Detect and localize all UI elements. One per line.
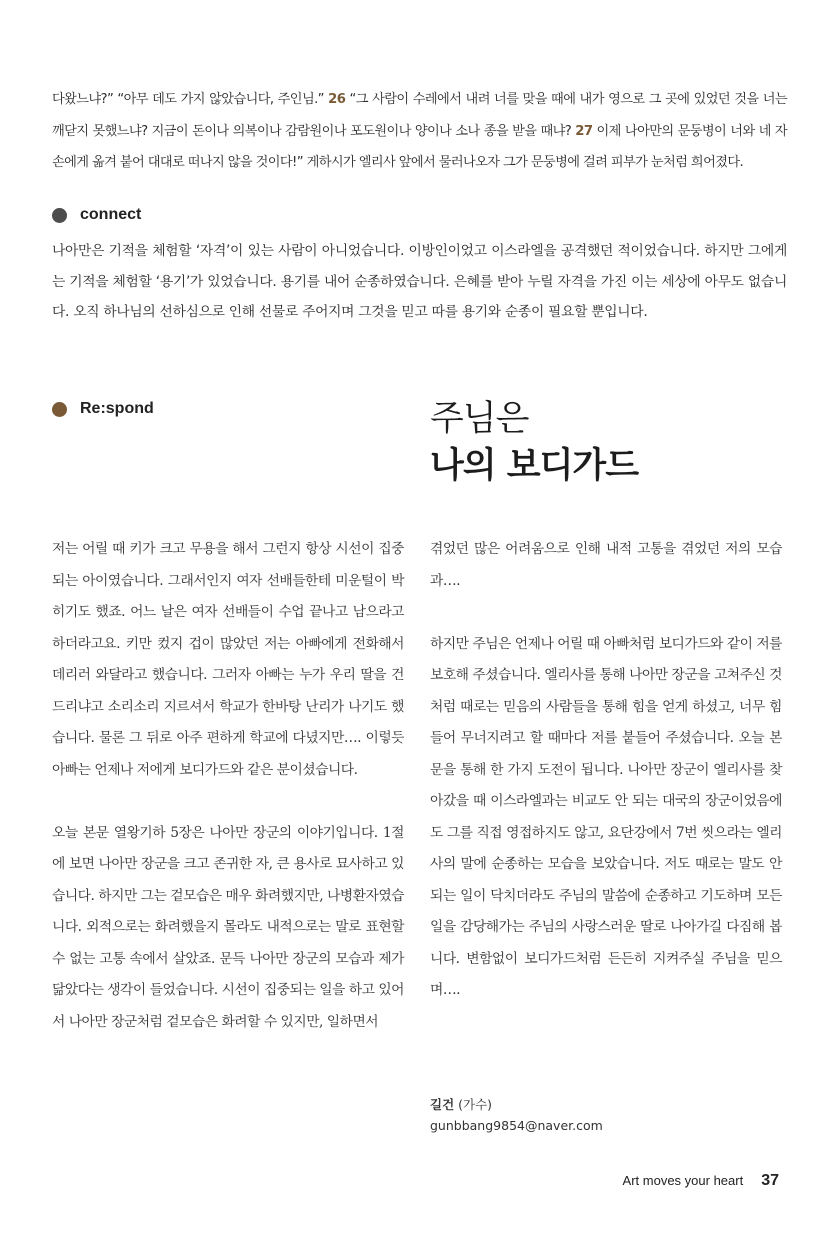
title-line-1: 주님은 [430,399,529,439]
connect-heading-label: connect [80,206,142,223]
bullet-dot-icon [52,208,67,223]
page-footer [623,1172,779,1190]
body-paragraph: 겪었던 많은 어려움으로 인해 내적 고통을 겪었던 저의 모습과…. [430,541,782,589]
scripture-passage [52,84,787,179]
author-role: (가수) [458,1097,493,1112]
right-column [430,534,782,1007]
scripture-text: 다왔느냐?” “아무 데도 가지 않았습니다, 주인님.” [52,92,324,107]
scripture-text: “그 사람이 수레에서 내려 너를 맞을 때에 내가 영으로 그 곳에 있었던 것을 너는 깨닫지 못했느냐? 지금이 돈이나 의복이나 감람원이나 포도원이나 양이나 소나 종을 받을 때냐? [52,92,787,139]
author-email: gunbbang9854@naver.com [430,1118,603,1133]
author-block [430,1094,603,1136]
footer-tagline: Art moves your heart [622,1173,744,1188]
page-number: 37 [761,1172,779,1189]
body-paragraph: 하지만 주님은 언제나 어릴 때 아빠처럼 보디가드와 같이 저를 보호해 주셨습니다. 엘리사를 통해 나아만 장군을 고쳐주신 것처럼 때로는 믿음의 사람들을 통해 힘을 얻게 하셨고, 너무 힘들어 무너지려고 할 때마다 저를 붙들어 주셨습니다. 오늘 본문을 통해 한 가지 도전이 됩니다. 나아만 장군이 엘리사를 찾아갔을 때 이스라엘과는 비교도 안 되는 대국의 장군이었음에도 그를 직접 영접하지도 않고, 요단강에서 7번 씻으라는 엘리사의 말에 순종하는 모습을 보았습니다. 저도 때로는 말도 안 되는 일이 닥치더라도 주님의 말씀에 순종하고 기도하며 모든 일을 감당해가는 주님의 사랑스러운 딸로 나아가길 다짐해 봅니다. 변함없이 보디가드처럼 든든히 지켜주실 주님을 믿으며…. [430,635,782,998]
body-paragraph: 오늘 본문 열왕기하 5장은 나아만 장군의 이야기입니다. 1절에 보면 나아만 장군을 크고 존귀한 자, 큰 용사로 묘사하고 있습니다. 하지만 그는 겉모습은 매우 화려했지만, 나병환자였습니다. 외적으로는 화려했을지 몰라도 내적으로는 말로 표현할 수 없는 고통 속에서 살았죠. 문득 나아만 장군의 모습과 제가 닮았다는 생각이 들었습니다. 시선이 집중되는 일을 하고 있어서 나아만 장군처럼 겉모습은 화려할 수 있지만, 일하면서 [52,824,404,1030]
scripture-text: 이제 나아만의 문둥병이 너와 네 자손에게 옮겨 붙어 대대로 떠나지 않을 것이다!” 게하시가 엘리사 앞에서 물러나오자 그가 문둥병에 걸려 피부가 눈처럼 희어졌다. [52,123,787,170]
body-paragraph: 저는 어릴 때 키가 크고 무용을 해서 그런지 항상 시선이 집중되는 아이였습니다. 그래서인지 여자 선배들한테 미운털이 박히기도 했죠. 어느 날은 여자 선배들이 수업 끝나고 남으라고 하더라고요. 키만 컸지 겁이 많았던 저는 아빠에게 전화해서 데리러 와달라고 했습니다. 그러자 아빠는 누가 우리 딸을 건드리냐고 소리소리 지르셔서 학교가 한바탕 난리가 나기도 했습니다. 물론 그 뒤로 아주 편하게 학교에 다녔지만…. 이렇듯 아빠는 언제나 저에게 보디가드와 같은 분이셨습니다. [52,541,404,778]
respond-heading [52,400,154,418]
verse-number: 27 [575,123,593,139]
left-column [52,534,404,1038]
bullet-dot-icon [52,402,67,417]
author-name: 길건 [430,1097,455,1112]
respond-heading-label: Re:spond [80,400,154,417]
connect-paragraph: 나아만은 기적을 체험할 ‘자격’이 있는 사람이 아니었습니다. 이방인이었고 이스라엘을 공격했던 적이었습니다. 하지만 그에게는 기적을 체험할 ‘용기’가 있었습니다. 용기를 내어 순종하였습니다. 은혜를 받아 누릴 자격을 가진 이는 세상에 아무도 없습니다. 오직 하나님의 선하심으로 인해 선물로 주어지며 그것을 믿고 따를 용기와 순종이 필요할 뿐입니다. [52,243,787,320]
verse-number: 26 [328,92,346,107]
title-line-2: 나의 보디가드 [430,446,639,486]
article-title [430,396,638,490]
connect-heading [52,206,141,224]
